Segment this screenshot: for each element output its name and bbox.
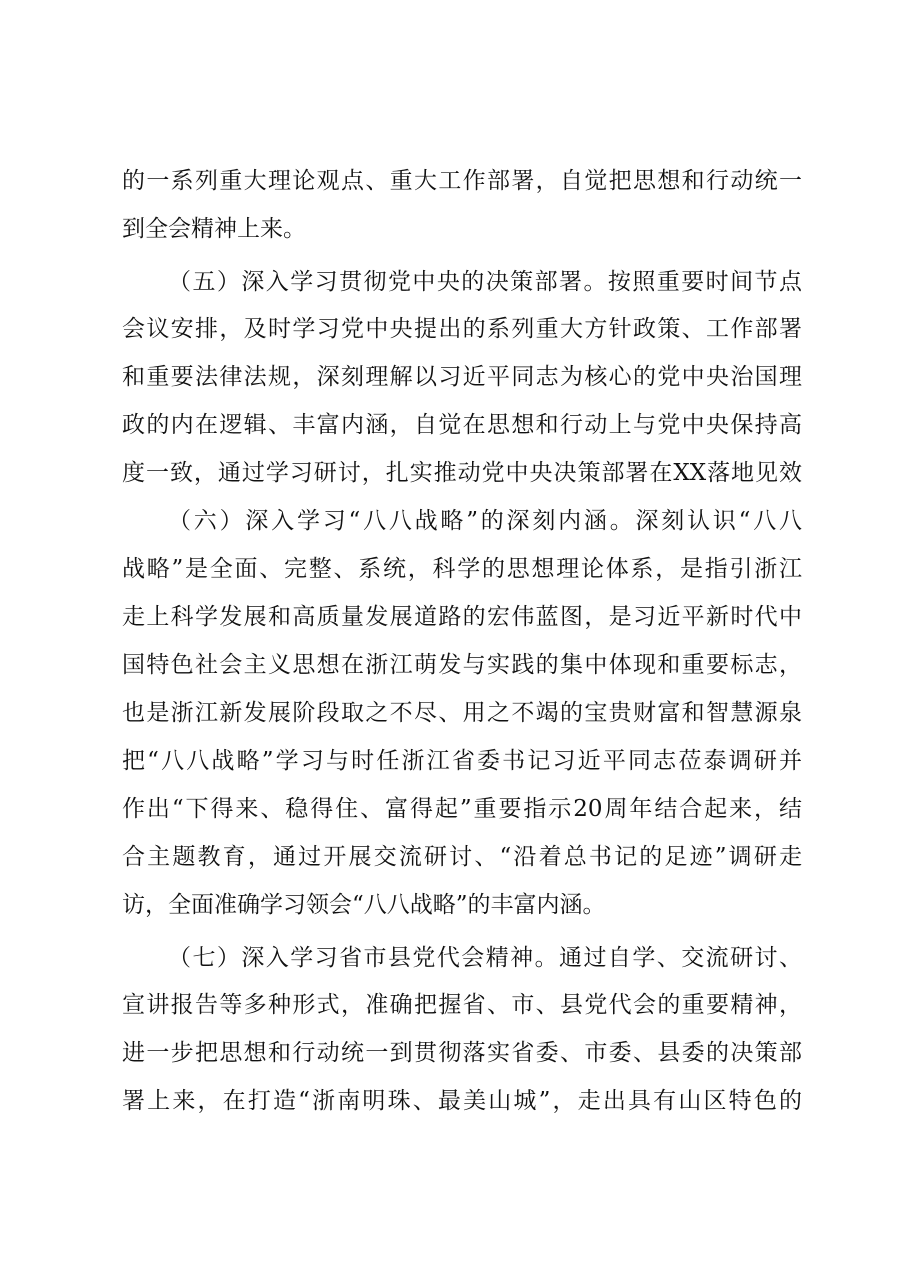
section-5-line-3: 和重要法律法规，深刻理解以习近平同志为核心的党中央治国理	[122, 364, 802, 390]
section-7-line-3: 进一步把思想和行动统一到贯彻落实省委、市委、县委的决策部	[122, 1040, 802, 1066]
section-7-line-2: 宣讲报告等多种形式，准确把握省、市、县党代会的重要精神，	[122, 992, 802, 1018]
section-6-line-2: 战略”是全面、完整、系统，科学的思想理论体系，是指引浙江	[122, 556, 802, 582]
section-5-line-1: （五）深入学习贯彻党中央的决策部署。按照重要时间节点	[168, 269, 802, 295]
section-5-line-4: 政的内在逻辑、丰富内涵，自觉在思想和行动上与党中央保持高	[122, 412, 802, 438]
section-6-line-7: 作出“下得来、稳得住、富得起”重要指示20周年结合起来，结	[122, 796, 802, 822]
section-6-line-1: （六）深入学习“八八战略”的深刻内涵。深刻认识“八八	[168, 508, 802, 534]
section-6-line-5: 也是浙江新发展阶段取之不尽、用之不竭的宝贵财富和智慧源泉	[122, 700, 802, 726]
section-5-line-2: 会议安排，及时学习党中央提出的系列重大方针政策、工作部署	[122, 316, 802, 342]
section-6-line-3: 走上科学发展和高质量发展道路的宏伟蓝图，是习近平新时代中	[122, 604, 802, 630]
section-6-line-4: 国特色社会主义思想在浙江萌发与实践的集中体现和重要标志，	[122, 652, 802, 678]
section-7-line-4: 署上来，在打造“浙南明珠、最美山城”，走出具有山区特色的	[122, 1088, 802, 1114]
section-6-line-9: 访，全面准确学习领会“八八战略”的丰富内涵。	[122, 892, 606, 918]
section-6-line-6: 把“八八战略”学习与时任浙江省委书记习近平同志莅泰调研并	[122, 748, 802, 774]
paragraph-continuation-line-1: 的一系列重大理论观点、重大工作部署，自觉把思想和行动统一	[122, 168, 802, 194]
section-5-line-5: 度一致，通过学习研讨，扎实推动党中央决策部署在XX落地见效	[122, 460, 802, 486]
section-6-line-8: 合主题教育，通过开展交流研讨、“沿着总书记的足迹”调研走	[122, 844, 802, 870]
section-7-line-1: （七）深入学习省市县党代会精神。通过自学、交流研讨、	[168, 945, 802, 971]
paragraph-continuation-line-2: 到全会精神上来。	[122, 216, 306, 242]
